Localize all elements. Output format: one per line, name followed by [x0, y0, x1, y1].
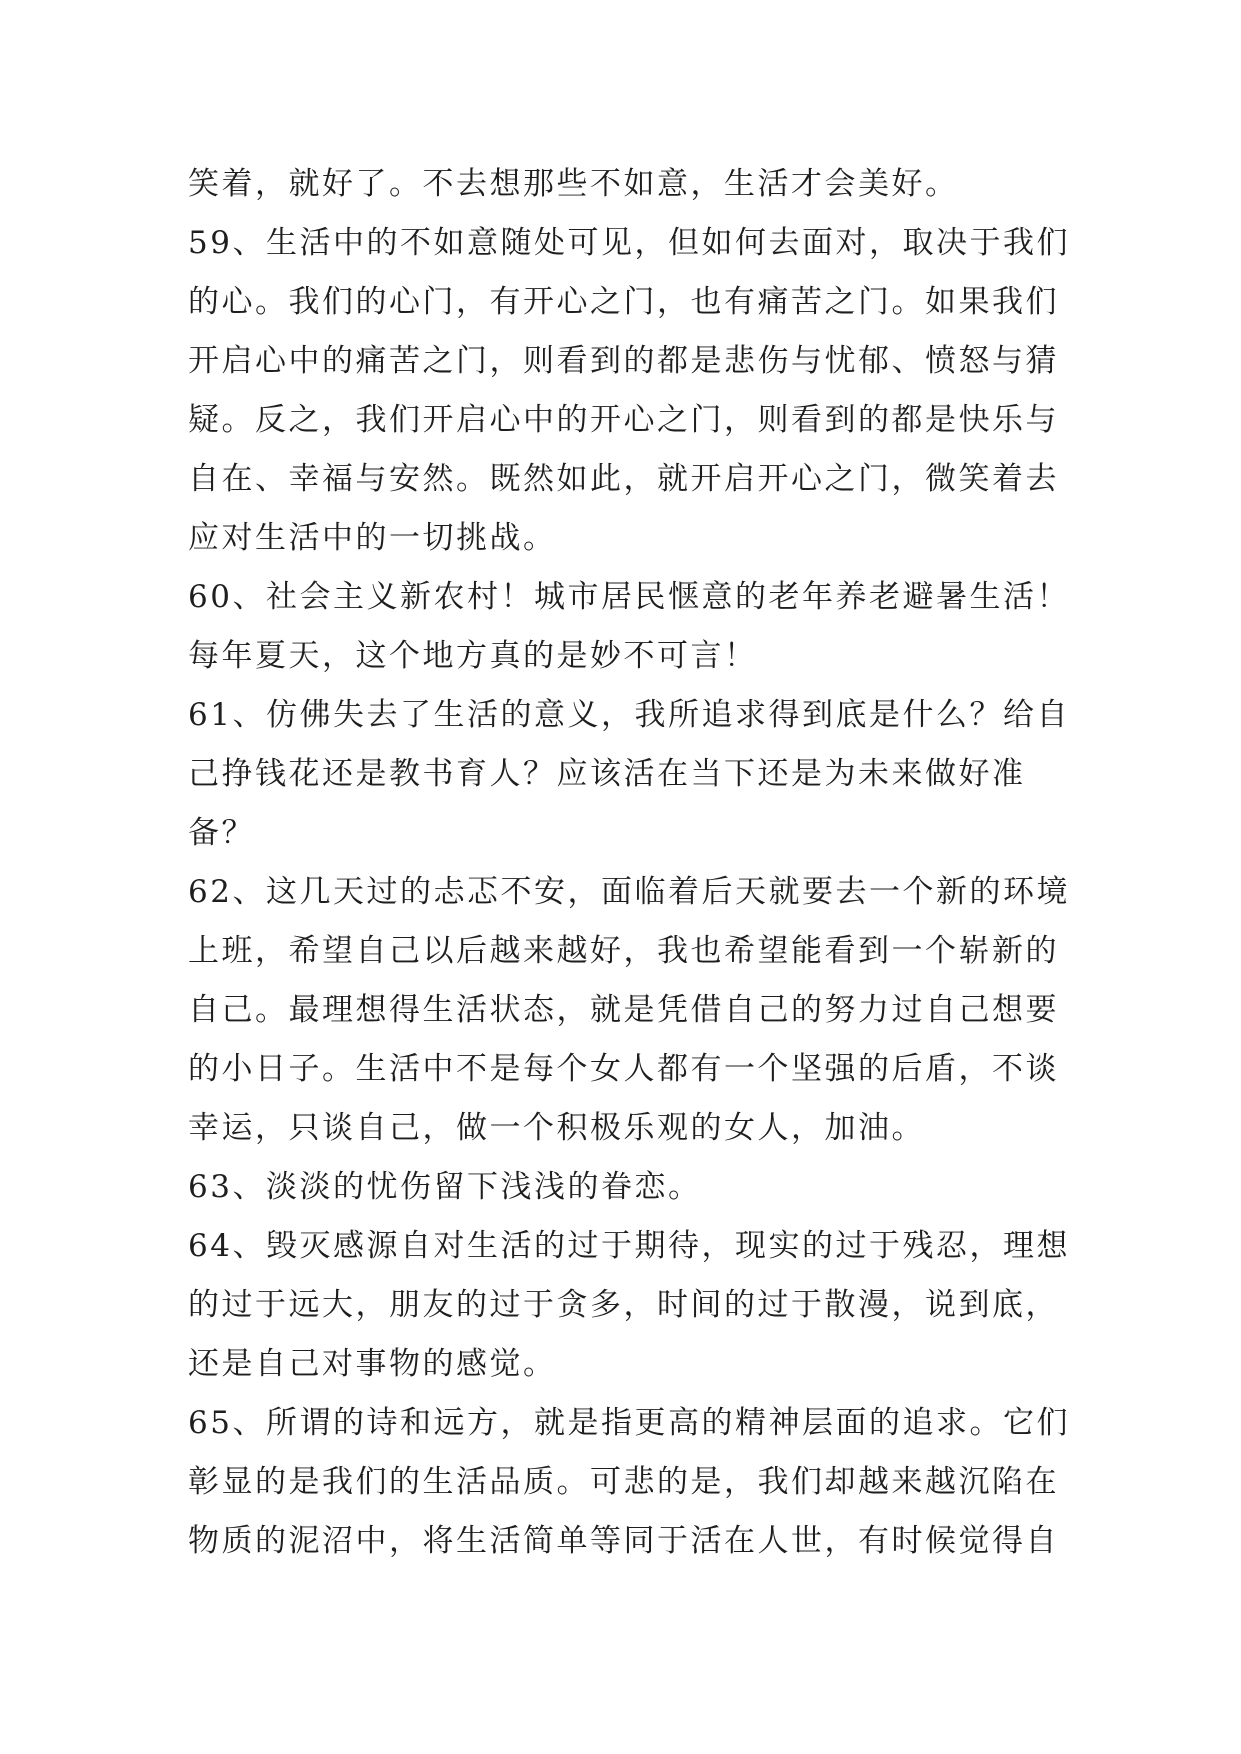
text-line: 应对生活中的一切挑战。	[188, 520, 557, 556]
text-line: 物质的泥沼中，将生活简单等同于活在人世，有时候觉得自	[188, 1523, 1059, 1559]
text-line: 62、这几天过的忐忑不安，面临着后天就要去一个新的环境	[188, 874, 1070, 910]
text-line: 自己。最理想得生活状态，就是凭借自己的努力过自己想要	[188, 992, 1059, 1028]
text-line: 60、社会主义新农村！城市居民惬意的老年养老避暑生活！	[188, 579, 1070, 615]
text-line: 59、生活中的不如意随处可见，但如何去面对，取决于我们	[188, 225, 1070, 261]
text-line: 每年夏天，这个地方真的是妙不可言！	[188, 638, 758, 674]
text-line: 备？	[188, 815, 255, 851]
text-line: 彰显的是我们的生活品质。可悲的是，我们却越来越沉陷在	[188, 1464, 1059, 1500]
text-line: 笑着，就好了。不去想那些不如意，生活才会美好。	[188, 166, 959, 202]
text-line: 自在、幸福与安然。既然如此，就开启开心之门，微笑着去	[188, 461, 1059, 497]
text-line: 64、毁灭感源自对生活的过于期待，现实的过于残忍，理想	[188, 1228, 1070, 1264]
text-line: 的小日子。生活中不是每个女人都有一个坚强的后盾，不谈	[188, 1051, 1059, 1087]
text-line: 还是自己对事物的感觉。	[188, 1346, 557, 1382]
text-line: 幸运，只谈自己，做一个积极乐观的女人，加油。	[188, 1110, 925, 1146]
text-line: 的过于远大，朋友的过于贪多，时间的过于散漫，说到底，	[188, 1287, 1059, 1323]
text-line: 开启心中的痛苦之门，则看到的都是悲伤与忧郁、愤怒与猜	[188, 343, 1059, 379]
text-line: 65、所谓的诗和远方，就是指更高的精神层面的追求。它们	[188, 1405, 1070, 1441]
text-line: 61、仿佛失去了生活的意义，我所追求得到底是什么？给自	[188, 697, 1070, 733]
text-line: 的心。我们的心门，有开心之门，也有痛苦之门。如果我们	[188, 284, 1059, 320]
text-line: 63、淡淡的忧伤留下浅浅的眷恋。	[188, 1169, 702, 1205]
text-line: 疑。反之，我们开启心中的开心之门，则看到的都是快乐与	[188, 402, 1059, 438]
text-line: 上班，希望自己以后越来越好，我也希望能看到一个崭新的	[188, 933, 1059, 969]
body-text	[188, 155, 1068, 1571]
text-line: 己挣钱花还是教书育人？应该活在当下还是为未来做好准	[188, 756, 1026, 792]
